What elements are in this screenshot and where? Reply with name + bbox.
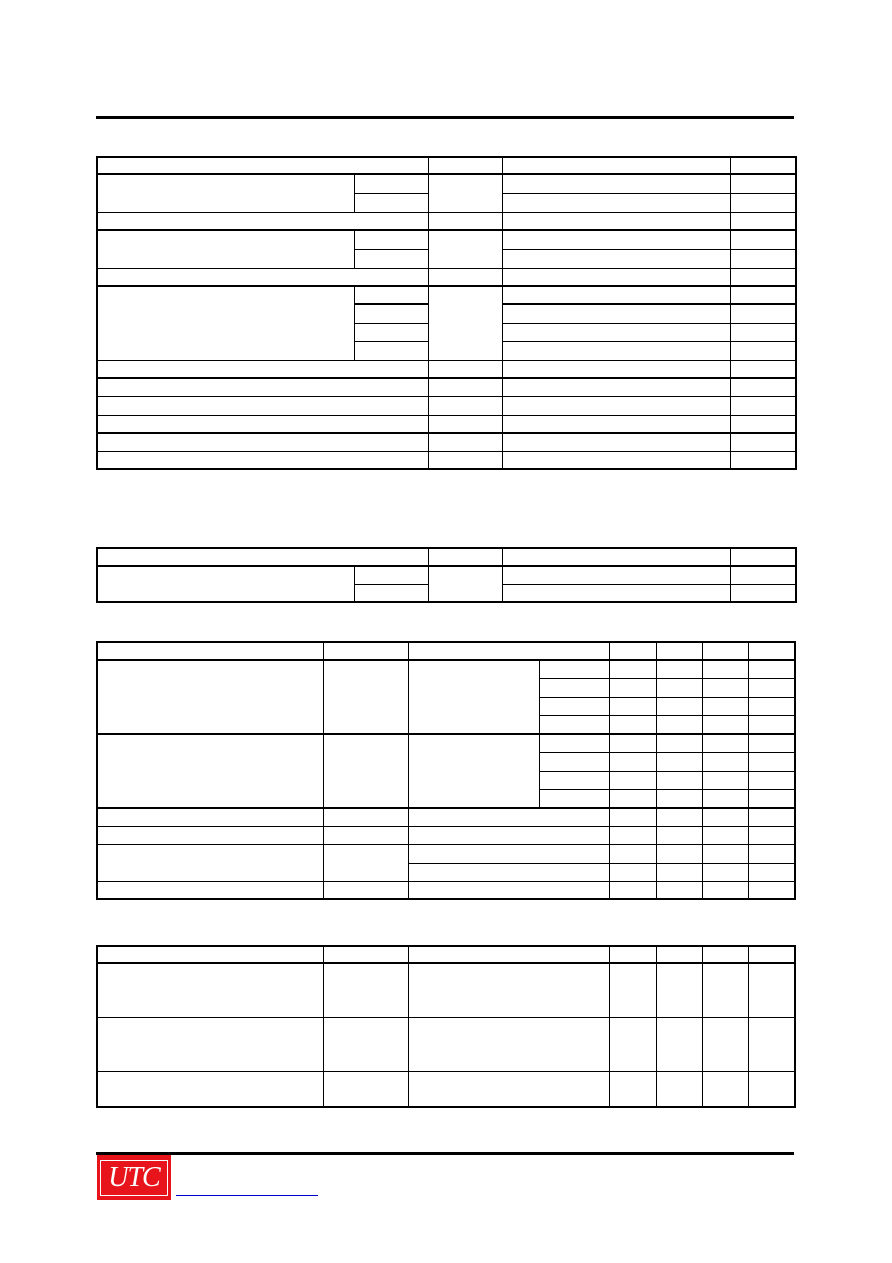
table-cell xyxy=(502,268,730,286)
table-cell xyxy=(354,584,428,602)
table-cell xyxy=(323,1071,408,1107)
table-cell xyxy=(408,642,609,660)
table-cell xyxy=(323,963,408,1017)
table-cell xyxy=(97,451,428,469)
table-cell xyxy=(656,734,702,752)
table-cell xyxy=(609,752,656,771)
table-cell xyxy=(609,697,656,715)
table-cell xyxy=(730,193,796,212)
table-cell xyxy=(609,963,656,1017)
table-cell xyxy=(656,697,702,715)
table-cell xyxy=(428,360,502,378)
table-cell xyxy=(97,157,428,174)
table-cell xyxy=(730,249,796,268)
table-cell xyxy=(323,642,408,660)
table-cell xyxy=(609,1017,656,1071)
table-cell xyxy=(656,660,702,678)
table-cell xyxy=(97,946,323,963)
table-cell xyxy=(408,863,609,881)
table-cell xyxy=(609,1071,656,1107)
table-cell xyxy=(354,174,428,193)
table-cell xyxy=(428,378,502,396)
table-cell xyxy=(730,286,796,304)
table-cell xyxy=(97,415,428,433)
table-cell xyxy=(97,844,323,881)
table-cell xyxy=(354,286,428,304)
table-cell xyxy=(502,174,730,193)
table-cell xyxy=(730,304,796,323)
table-cell xyxy=(702,826,748,844)
table-cell xyxy=(502,378,730,396)
table-cell xyxy=(97,881,323,899)
table-cell xyxy=(428,212,502,230)
table-cell xyxy=(656,1017,702,1071)
table-cell xyxy=(539,678,609,697)
table-cell xyxy=(609,642,656,660)
table-cell xyxy=(748,881,795,899)
table-cell xyxy=(502,230,730,249)
table-cell xyxy=(539,752,609,771)
table-cell xyxy=(730,415,796,433)
table-cell xyxy=(97,174,354,212)
table-cell xyxy=(354,304,428,323)
table-cell xyxy=(539,771,609,789)
table-cell xyxy=(428,157,502,174)
thermal-table xyxy=(96,547,797,603)
table-cell xyxy=(748,771,795,789)
table-cell xyxy=(323,844,408,881)
table-cell xyxy=(97,360,428,378)
table-cell xyxy=(656,771,702,789)
table-cell xyxy=(502,396,730,415)
table-cell xyxy=(702,771,748,789)
table-cell xyxy=(408,963,609,1017)
table-cell xyxy=(502,193,730,212)
table-cell xyxy=(97,268,428,286)
header-rule xyxy=(96,116,794,119)
table-cell xyxy=(748,946,795,963)
table-cell xyxy=(97,433,428,451)
table-cell xyxy=(354,249,428,268)
table-cell xyxy=(323,808,408,826)
table-cell xyxy=(748,844,795,863)
table-cell xyxy=(748,1071,795,1107)
table-cell xyxy=(748,789,795,808)
table-cell xyxy=(656,752,702,771)
table-cell xyxy=(656,946,702,963)
table-cell xyxy=(609,660,656,678)
table-cell xyxy=(702,963,748,1017)
table-cell xyxy=(428,174,502,212)
table-cell xyxy=(354,341,428,360)
table-cell xyxy=(428,396,502,415)
table-cell xyxy=(730,268,796,286)
table-cell xyxy=(428,286,502,360)
table-cell xyxy=(609,715,656,734)
table-cell xyxy=(702,789,748,808)
table-cell xyxy=(323,826,408,844)
table-cell xyxy=(97,566,354,602)
table-cell xyxy=(97,212,428,230)
table-cell xyxy=(702,808,748,826)
table-cell xyxy=(502,304,730,323)
table-cell xyxy=(656,826,702,844)
table-cell xyxy=(428,415,502,433)
table-cell xyxy=(428,268,502,286)
table-cell xyxy=(502,249,730,268)
table-cell xyxy=(97,734,323,808)
table-cell xyxy=(408,844,609,863)
table-cell xyxy=(730,323,796,341)
table-cell xyxy=(539,715,609,734)
table-cell xyxy=(354,193,428,212)
table-cell xyxy=(656,789,702,808)
table-cell xyxy=(428,451,502,469)
table-cell xyxy=(539,697,609,715)
table-cell xyxy=(609,808,656,826)
table-cell xyxy=(730,230,796,249)
table-cell xyxy=(97,378,428,396)
table-cell xyxy=(748,808,795,826)
table-cell xyxy=(539,789,609,808)
table-cell xyxy=(748,660,795,678)
table-cell xyxy=(502,433,730,451)
table-cell xyxy=(502,451,730,469)
table-cell xyxy=(97,642,323,660)
table-cell xyxy=(656,715,702,734)
table-cell xyxy=(428,566,502,602)
table-cell xyxy=(97,548,428,566)
table-cell xyxy=(730,360,796,378)
table-cell xyxy=(502,548,730,566)
table-cell xyxy=(408,734,539,808)
table-cell xyxy=(748,715,795,734)
table-cell xyxy=(656,963,702,1017)
table-cell xyxy=(408,1017,609,1071)
table-cell xyxy=(609,678,656,697)
table-cell xyxy=(702,642,748,660)
table-cell xyxy=(656,844,702,863)
table-cell xyxy=(748,863,795,881)
table-cell xyxy=(354,566,428,584)
website-link[interactable] xyxy=(176,1195,318,1196)
table-cell xyxy=(97,660,323,734)
table-cell xyxy=(656,642,702,660)
table-cell xyxy=(539,734,609,752)
table-cell xyxy=(702,678,748,697)
table-cell xyxy=(702,715,748,734)
table-cell xyxy=(323,660,408,734)
table-cell xyxy=(609,826,656,844)
table-cell xyxy=(702,863,748,881)
table-cell xyxy=(730,451,796,469)
table-cell xyxy=(97,1017,323,1071)
table-cell xyxy=(656,678,702,697)
table-cell xyxy=(502,360,730,378)
table-cell xyxy=(408,881,609,899)
table-cell xyxy=(730,433,796,451)
table-cell xyxy=(428,433,502,451)
table-cell xyxy=(539,660,609,678)
table-cell xyxy=(730,584,796,602)
table-cell xyxy=(502,566,730,584)
table-cell xyxy=(408,826,609,844)
ratings-table xyxy=(96,156,797,470)
table-cell xyxy=(408,660,539,734)
table-cell xyxy=(702,660,748,678)
table-cell xyxy=(97,286,354,360)
utc-logo-text: UTC xyxy=(100,1160,168,1196)
table-cell xyxy=(748,1017,795,1071)
table-cell xyxy=(323,881,408,899)
table-cell xyxy=(748,642,795,660)
table-cell xyxy=(609,881,656,899)
table-cell xyxy=(730,157,796,174)
table-cell xyxy=(702,1017,748,1071)
dynamic-table xyxy=(96,945,796,1108)
table-cell xyxy=(609,946,656,963)
table-cell xyxy=(748,734,795,752)
table-cell xyxy=(408,946,609,963)
table-cell xyxy=(502,286,730,304)
utc-logo xyxy=(97,1155,171,1200)
table-cell xyxy=(730,341,796,360)
table-cell xyxy=(656,863,702,881)
table-cell xyxy=(97,826,323,844)
table-cell xyxy=(609,771,656,789)
footer-rule xyxy=(96,1152,794,1155)
table-cell xyxy=(502,157,730,174)
table-cell xyxy=(408,1071,609,1107)
table-cell xyxy=(656,808,702,826)
table-cell xyxy=(748,697,795,715)
table-cell xyxy=(502,323,730,341)
table-cell xyxy=(323,734,408,808)
table-cell xyxy=(702,946,748,963)
table-cell xyxy=(702,697,748,715)
table-cell xyxy=(502,415,730,433)
table-cell xyxy=(730,396,796,415)
table-cell xyxy=(702,752,748,771)
table-cell xyxy=(502,341,730,360)
table-cell xyxy=(354,323,428,341)
characteristics-table xyxy=(96,641,796,900)
table-cell xyxy=(323,946,408,963)
table-cell xyxy=(609,844,656,863)
table-cell xyxy=(748,963,795,1017)
table-cell xyxy=(748,826,795,844)
table-cell xyxy=(354,230,428,249)
table-cell xyxy=(702,844,748,863)
table-cell xyxy=(702,881,748,899)
table-cell xyxy=(97,230,354,268)
table-cell xyxy=(97,1071,323,1107)
table-cell xyxy=(97,808,323,826)
table-cell xyxy=(502,584,730,602)
table-cell xyxy=(730,548,796,566)
table-cell xyxy=(730,566,796,584)
table-cell xyxy=(609,734,656,752)
table-cell xyxy=(97,963,323,1017)
table-cell xyxy=(609,789,656,808)
table-cell xyxy=(730,212,796,230)
table-cell xyxy=(730,378,796,396)
table-cell xyxy=(748,752,795,771)
table-cell xyxy=(730,174,796,193)
table-cell xyxy=(702,734,748,752)
table-cell xyxy=(502,212,730,230)
table-cell xyxy=(323,1017,408,1071)
table-cell xyxy=(609,863,656,881)
table-cell xyxy=(656,881,702,899)
table-cell xyxy=(748,678,795,697)
table-cell xyxy=(428,230,502,268)
table-cell xyxy=(656,1071,702,1107)
table-cell xyxy=(702,1071,748,1107)
table-cell xyxy=(428,548,502,566)
table-cell xyxy=(408,808,609,826)
table-cell xyxy=(97,396,428,415)
